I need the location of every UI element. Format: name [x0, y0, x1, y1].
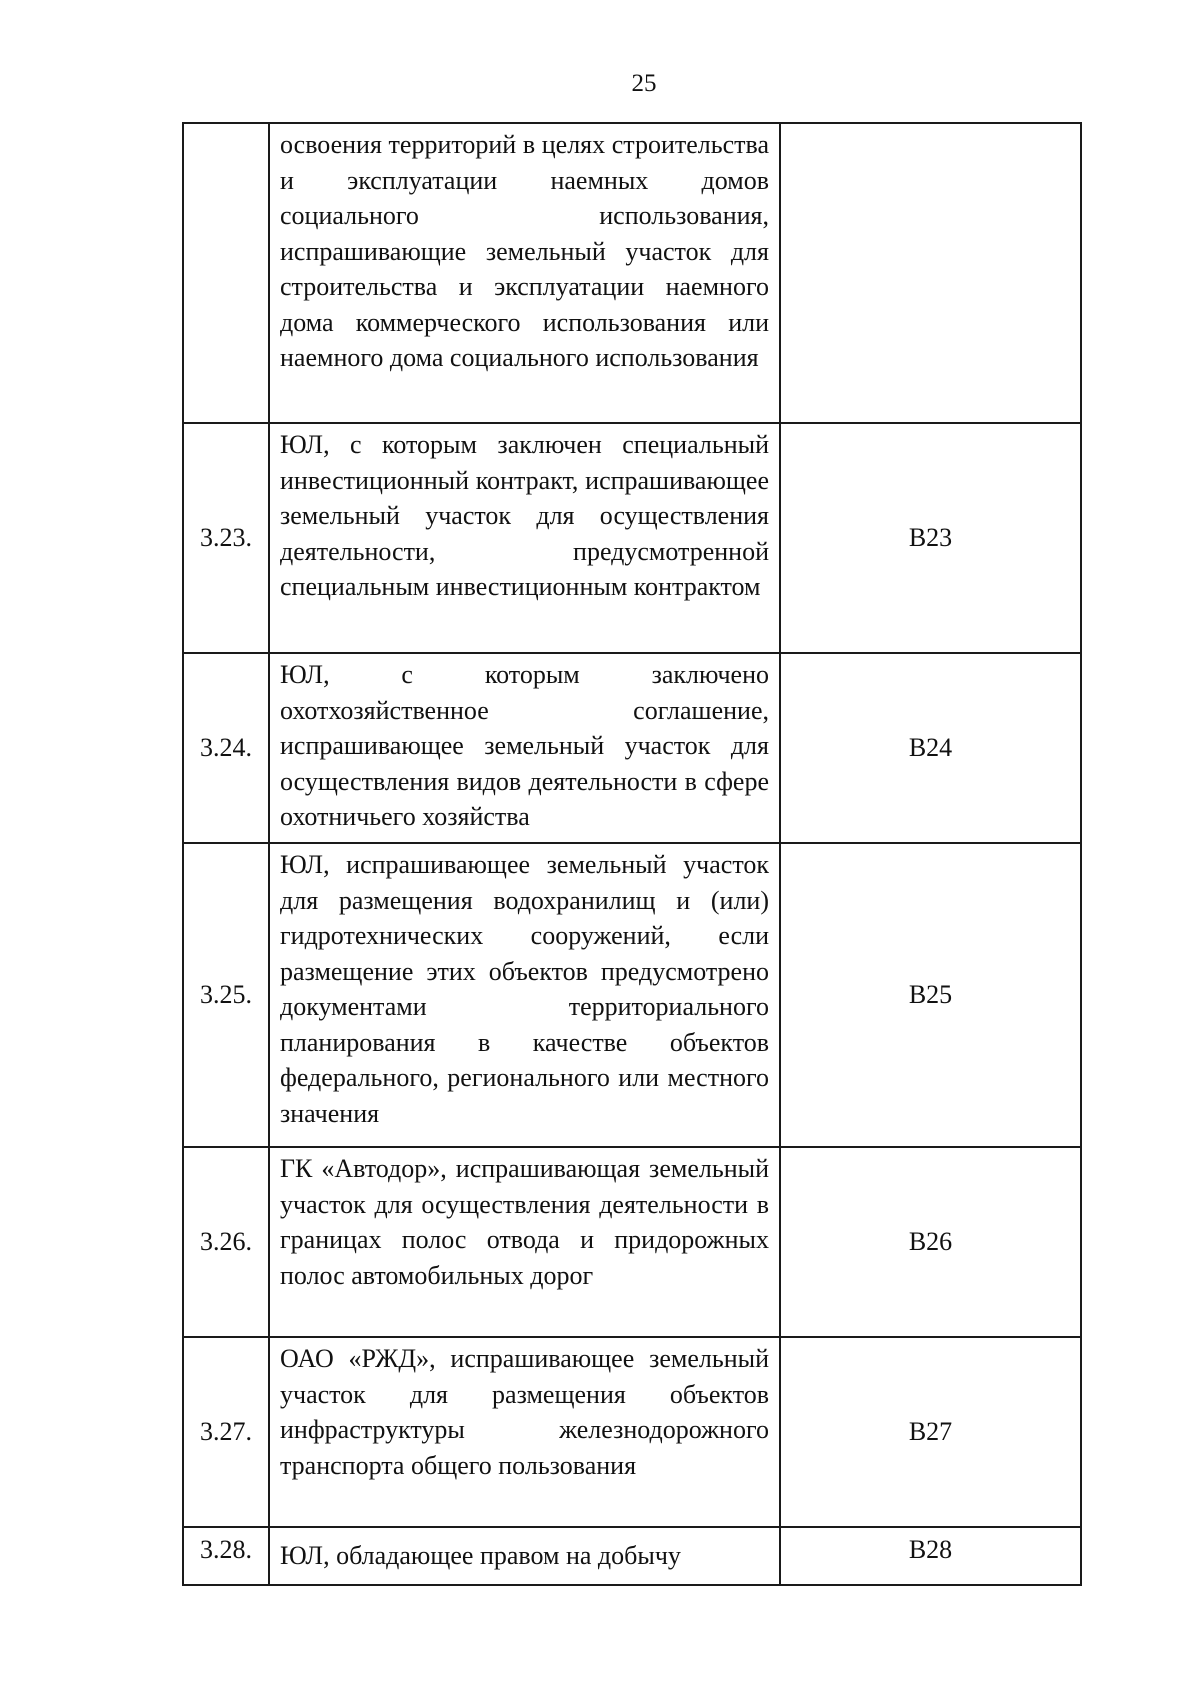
- row-description: [270, 1148, 781, 1336]
- row-code: В23: [908, 523, 953, 553]
- table-row: [184, 1528, 1080, 1586]
- table-row: [184, 844, 1080, 1148]
- row-number: 3.28.: [184, 1528, 270, 1584]
- row-code: [781, 124, 1080, 422]
- row-description: [270, 654, 781, 842]
- row-description: [270, 424, 781, 652]
- row-description-text: ЮЛ, с которым заключен специальный инвестиционный контракт, испрашивающее земельный участок для осуществления деятельности, предусмотренной специальным инвестиционным контрактом: [280, 430, 769, 601]
- row-code: В26: [908, 1227, 953, 1257]
- row-description: [270, 1338, 781, 1526]
- table-row: [184, 654, 1080, 844]
- row-description-text: ЮЛ, испрашивающее земельный участок для размещения водохранилищ и (или) гидротехнических сооружений, если размещение этих объектов предусмотрено документами территориального планирования в качестве объектов федерального, регионального или местного значения: [280, 850, 769, 1128]
- row-description-text: ГК «Автодор», испрашивающая земельный участок для осуществления деятельности в границах полос отвода и придорожных полос автомобильных дорог: [280, 1154, 769, 1290]
- row-description-text: ОАО «РЖД», испрашивающее земельный участок для размещения объектов инфраструктуры железнодорожного транспорта общего пользования: [280, 1344, 769, 1480]
- table-row: [184, 1338, 1080, 1528]
- table-row: [184, 1148, 1080, 1338]
- row-description-text: ЮЛ, с которым заключено охотхозяйственное соглашение, испрашивающее земельный участок для осуществления видов деятельности в сфере охотничьего хозяйства: [280, 660, 769, 831]
- row-description-text: ЮЛ, обладающее правом на добычу: [280, 1541, 681, 1570]
- row-description: [270, 124, 781, 422]
- row-number: [184, 124, 270, 422]
- row-description: [270, 844, 781, 1146]
- row-description: [270, 1528, 781, 1584]
- applicants-table: [182, 122, 1082, 1586]
- row-number: 3.27.: [184, 1338, 270, 1526]
- row-code: В24: [908, 733, 953, 763]
- page-number: 25: [631, 70, 657, 97]
- row-number: 3.25.: [184, 844, 270, 1146]
- row-code: В27: [908, 1417, 953, 1447]
- row-number: 3.24.: [184, 654, 270, 842]
- row-number: 3.23.: [184, 424, 270, 652]
- row-code: В28: [908, 1535, 953, 1564]
- row-description-text: освоения территорий в целях строительства и эксплуатации наемных домов социального использования, испрашивающие земельный участок для строительства и эксплуатации наемного дома коммерческого использования или наемного дома социального использования: [280, 130, 769, 372]
- table-row: [184, 424, 1080, 654]
- row-number: 3.26.: [184, 1148, 270, 1336]
- row-code: В25: [908, 980, 953, 1010]
- table-row: [184, 124, 1080, 424]
